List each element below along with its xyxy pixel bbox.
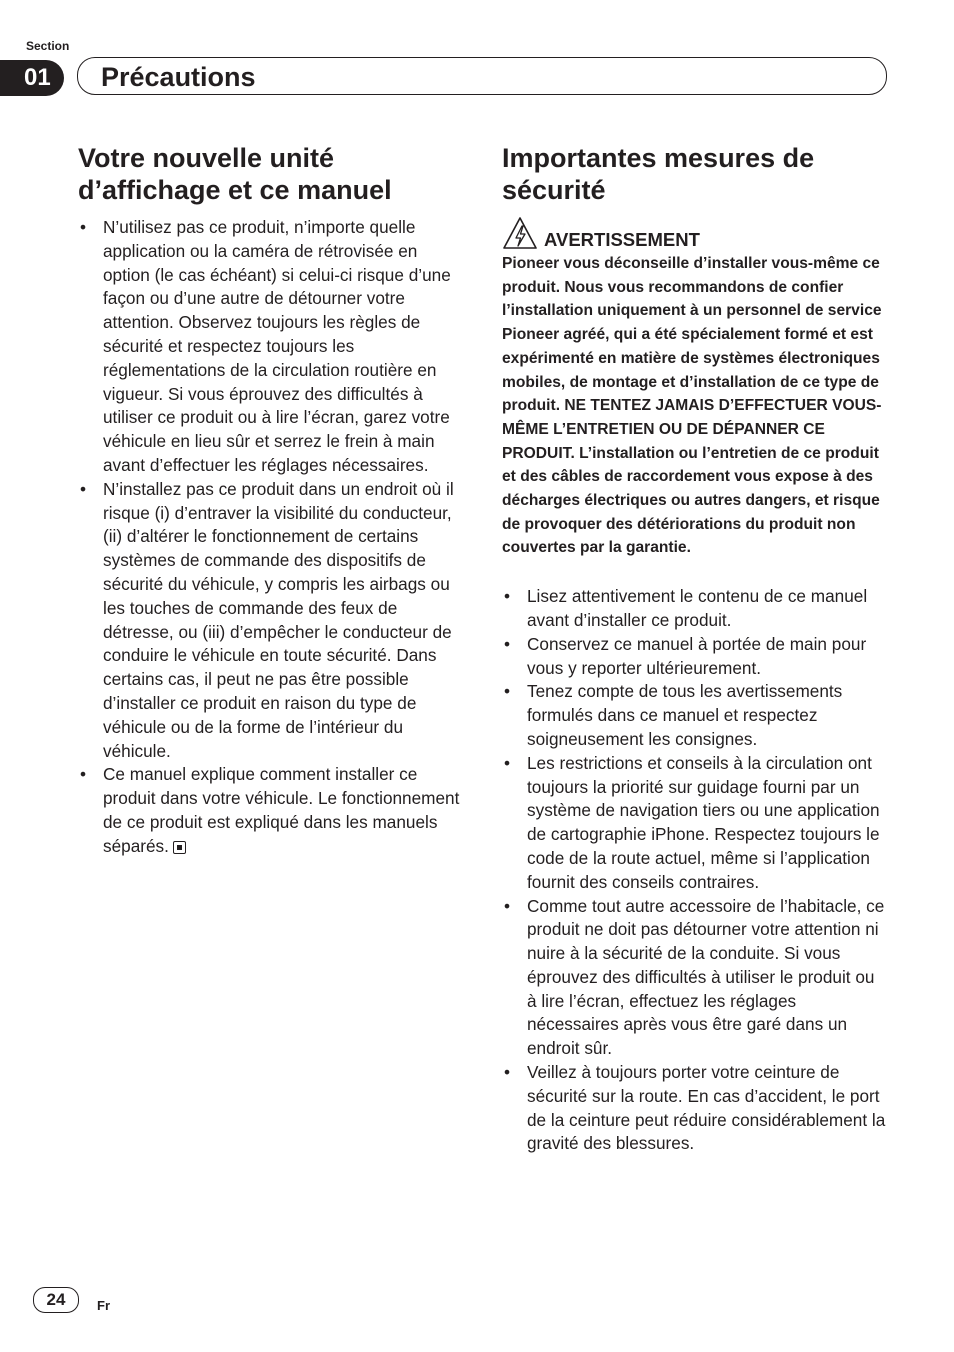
chapter-title: Précautions [101, 62, 256, 92]
list-item [502, 1061, 888, 1156]
list-item-text: Veillez à toujours porter votre ceinture de sécurité sur la route. En cas d’accident, le port de la ceinture peut réduire considérablement la gravité des blessures. [527, 1062, 886, 1154]
list-item [78, 478, 463, 764]
list-item-text: N’installez pas ce produit dans un endroit où il risque (i) d’entraver la visibilité du conducteur, (ii) d’altérer le fonctionnement de certains systèmes de commande des dispositifs de sécurité du véhicule, y compris les airbags ou les touches de commande des feux de détresse, ou (iii) d’empêcher le conducteur de conduire le véhicule en toute sécurité. Dans certains cas, il peut ne pas être possible d’installer ce produit en raison du type de véhicule ou de la forme de l’intérieur du véhicule. [103, 478, 454, 761]
list-item-text: Tenez compte de tous les avertissements formulés dans ce manuel et respectez soigneusement les consignes. [527, 681, 843, 749]
list-item-text: Ce manuel explique comment installer ce produit dans votre véhicule. Le fonctionnement de ce produit est expliqué dans les manuels séparés. [103, 764, 460, 856]
list-item [502, 895, 888, 1062]
warning-title: AVERTISSEMENT [544, 229, 700, 250]
warning-text: Pioneer vous déconseille d’installer vous-même ce produit. Nous vous recommandons de confier l’installation uniquement à un personnel de service Pioneer agréé, qui a été spécialement formé et est expérimenté en matière de systèmes électroniques mobiles, de montage et d’installation de ce type de produit. NE TENTEZ JAMAIS D’EFFECTUER VOUS-MÊME L’ENTRETIEN OU DE DÉPANNER CE PRODUIT. L’installation ou l’entretien de ce produit et des câbles de raccordement vous expose à des décharges électriques ou autres dangers, et risque de provoquer des détériorations du produit non couvertes par la garantie. [502, 255, 882, 557]
left-section-title [78, 142, 463, 206]
list-item [502, 633, 888, 681]
end-of-section-icon [173, 841, 186, 854]
right-title-line2: sécurité [502, 175, 606, 205]
list-item [502, 680, 888, 751]
list-item-text: Les restrictions et conseils à la circulation ont toujours la priorité sur guidage fourni par un système de navigation tiers ou une application de cartographie iPhone. Respectez toujours le code de la route actuel, même si l’application fournit des conseils contraires. [527, 752, 880, 892]
language-code: Fr [97, 1298, 110, 1313]
page-number: 24 [33, 1287, 79, 1313]
chapter-header [77, 57, 887, 95]
list-item-text: Lisez attentivement le contenu de ce manuel avant d’installer ce produit. [527, 586, 868, 630]
list-item [78, 216, 463, 478]
right-bullet-list [502, 585, 888, 1156]
warning-header [502, 216, 888, 250]
list-item [78, 763, 463, 858]
right-title-line1: Importantes mesures de [502, 143, 815, 173]
right-section-title [502, 142, 888, 206]
left-title-line2: d’affichage et ce manuel [78, 175, 392, 205]
left-bullet-list [78, 216, 463, 859]
list-item-text: Comme tout autre accessoire de l’habitacle, ce produit ne doit pas détourner votre attention ni nuire à la sécurité de la conduite. Si vous éprouvez des difficultés à utiliser le produit ou à lire l’écran, effectuez les réglages nécessaires après vous être garé dans un endroit sûr. [527, 895, 885, 1059]
section-number-badge: 01 [0, 60, 64, 96]
left-title-line1: Votre nouvelle unité [78, 143, 335, 173]
right-column [502, 142, 888, 1156]
list-item-text: Conservez ce manuel à portée de main pour vous y reporter ultérieurement. [527, 633, 867, 678]
section-label: Section [26, 39, 70, 53]
list-item [502, 585, 888, 633]
warning-triangle-icon [502, 216, 538, 250]
list-item-text: N’utilisez pas ce produit, n’importe quelle application ou la caméra de rétrovisée en option (le cas échéant) si celui-ci risque d’une façon ou d’une autre de détourner votre attention. Observez toujours les règles de sécurité et respectez toujours les réglementations de la circulation routière en vigueur. Si vous éprouvez des difficultés à utiliser ce produit ou à lire l’écran, garez votre véhicule en lieu sûr et serrez le frein à main avant d’effectuer les réglages nécessaires. [103, 217, 451, 475]
left-column [78, 142, 463, 859]
list-item [502, 752, 888, 895]
